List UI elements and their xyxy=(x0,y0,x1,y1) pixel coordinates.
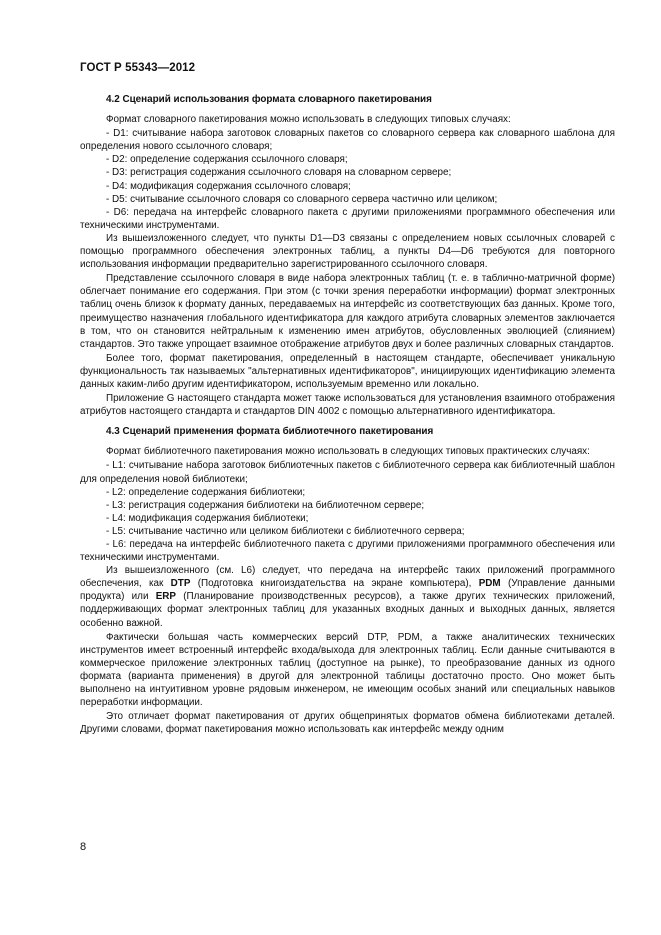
paragraph-text: (Планирование производственных ресурсов), а также других технических приложений, поддерживающих формат электронных таблиц для указанных входных данных и выходных данных, является особенно важной. xyxy=(80,591,615,629)
list-item-d5: - D5: считывание ссылочного словаря со словарного сервера частично или целиком; xyxy=(106,193,498,205)
section-4-3-intro: Формат библиотечного пакетирования можно использовать в следующих типовых практических случаях: xyxy=(106,446,590,458)
section-4-3-paragraph-3: Это отличает формат пакетирования от других общепринятых форматов обмена библиотеками деталей. Другими словами, формат пакетирования можно использовать как интерфейс между одним xyxy=(80,711,615,736)
section-4-2-intro: Формат словарного пакетирования можно использовать в следующих типовых случаях: xyxy=(106,114,511,126)
list-item-l1: - L1: считывание набора заготовок библиотечных пакетов с библиотечного сервера как библиотечный шаблон для определения новой библиотеки; xyxy=(80,460,615,485)
list-item-d2: - D2: определение содержания ссылочного словаря; xyxy=(106,154,348,166)
paragraph-text: (Подготовка книгоиздательства на экране компьютера), xyxy=(190,578,479,590)
pdm-term: PDM xyxy=(478,578,501,590)
section-4-2-paragraph-2: Представление ссылочного словаря в виде набора электронных таблиц (т. е. в таблично-матричной форме) облегчает понимание его содержания. При этом (с точки зрения переработки информации) формат электронных таблиц очень близок к формату данных, передаваемых на интерфейс из соответствующих баз данных. Кроме того, преимущество назначения глобального идентификатора для каждого атрибута словарных элементов заключается в том, что он становится нейтральным к изменению имен атрибутов, обусловленных эволюцией (слиянием) стандартов. Это также упрощает взаимное отображение атрибутов двух и более различных словарных стандартов. xyxy=(80,273,615,350)
dtp-term: DTP xyxy=(170,578,191,590)
section-4-2-paragraph-4: Приложение G настоящего стандарта может также использоваться для установления взаимного отображения атрибутов настоящего стандарта и стандартов DIN 4002 с помощью альтернативного идентификатора. xyxy=(80,393,615,418)
standard-header: ГОСТ Р 55343—2012 xyxy=(80,62,196,74)
paragraph-text: (Управление данными продукта) или xyxy=(80,578,616,603)
list-item-l3: - L3: регистрация содержания библиотеки на библиотечном сервере; xyxy=(106,499,425,511)
section-4-2-paragraph-1: Из вышеизложенного следует, что пункты D1—D3 связаны с определением новых ссылочных словарей с помощью программного обеспечения электронных таблиц, а пункты D4—D6 требуются для повторного использования информации предварительно зарегистрированного ссылочного словаря. xyxy=(80,232,615,271)
section-4-3-paragraph-2: Фактически большая часть коммерческих версий DTP, PDM, а также аналитических технических инструментов имеет встроенный интерфейс входа/выхода для электронных таблиц. Если данные считываются в коммерческое приложение электронных таблиц (доступное на рынке), то преобразование данных из одного формата (варианта применения) в другой для электронной таблицы достаточно просто. Оно может быть выполнено на интуитивном уровне рядовым инженером, не имеющим особых знаний или специальных навыков переработки информации. xyxy=(80,631,615,709)
list-item-l5: - L5: считывание частично или целиком библиотеки с библиотечного сервера; xyxy=(106,525,465,537)
list-item-d4: - D4: модификация содержания ссылочного словаря; xyxy=(106,180,351,192)
section-4-2-paragraph-3: Более того, формат пакетирования, определенный в настоящем стандарте, обеспечивает уникальную функциональность так называемых "альтернативных идентификаторов", инициирующих идентификацию элемента данных каким-либо другим идентификатором, используемым временно или локально. xyxy=(80,352,615,390)
section-4-3-heading: 4.3 Сценарий применения формата библиотечного пакетирования xyxy=(106,426,434,438)
list-item-d6: - D6: передача на интерфейс словарного пакета с другими приложениями программного обеспечения или техническими инструментами. xyxy=(80,206,615,231)
section-4-3-paragraph-1 xyxy=(80,564,615,629)
paragraph-text: Из вышеизложенного (см. L6) следует, что передача на интерфейс таких приложений программного обеспечения, как xyxy=(80,565,615,590)
document-body xyxy=(80,93,615,737)
list-item-l6: - L6: передача на интерфейс библиотечного пакета с другими приложениями программного обеспечения или техническими инструментами. xyxy=(80,539,615,564)
list-item-d1: - D1: считывание набора заготовок словарных пакетов со словарного сервера как словарного шаблона для определения нового ссылочного словаря; xyxy=(80,128,615,153)
list-item-l2: - L2: определение содержания библиотеки; xyxy=(106,486,306,498)
page-number: 8 xyxy=(80,841,87,853)
erp-term: ERP xyxy=(155,591,177,603)
list-item-l4: - L4: модификация содержания библиотеки; xyxy=(106,512,309,524)
list-item-d3: - D3: регистрация содержания ссылочного словаря на словарном сервере; xyxy=(106,167,452,179)
section-4-2-heading: 4.2 Сценарий использования формата словарного пакетирования xyxy=(106,94,432,105)
